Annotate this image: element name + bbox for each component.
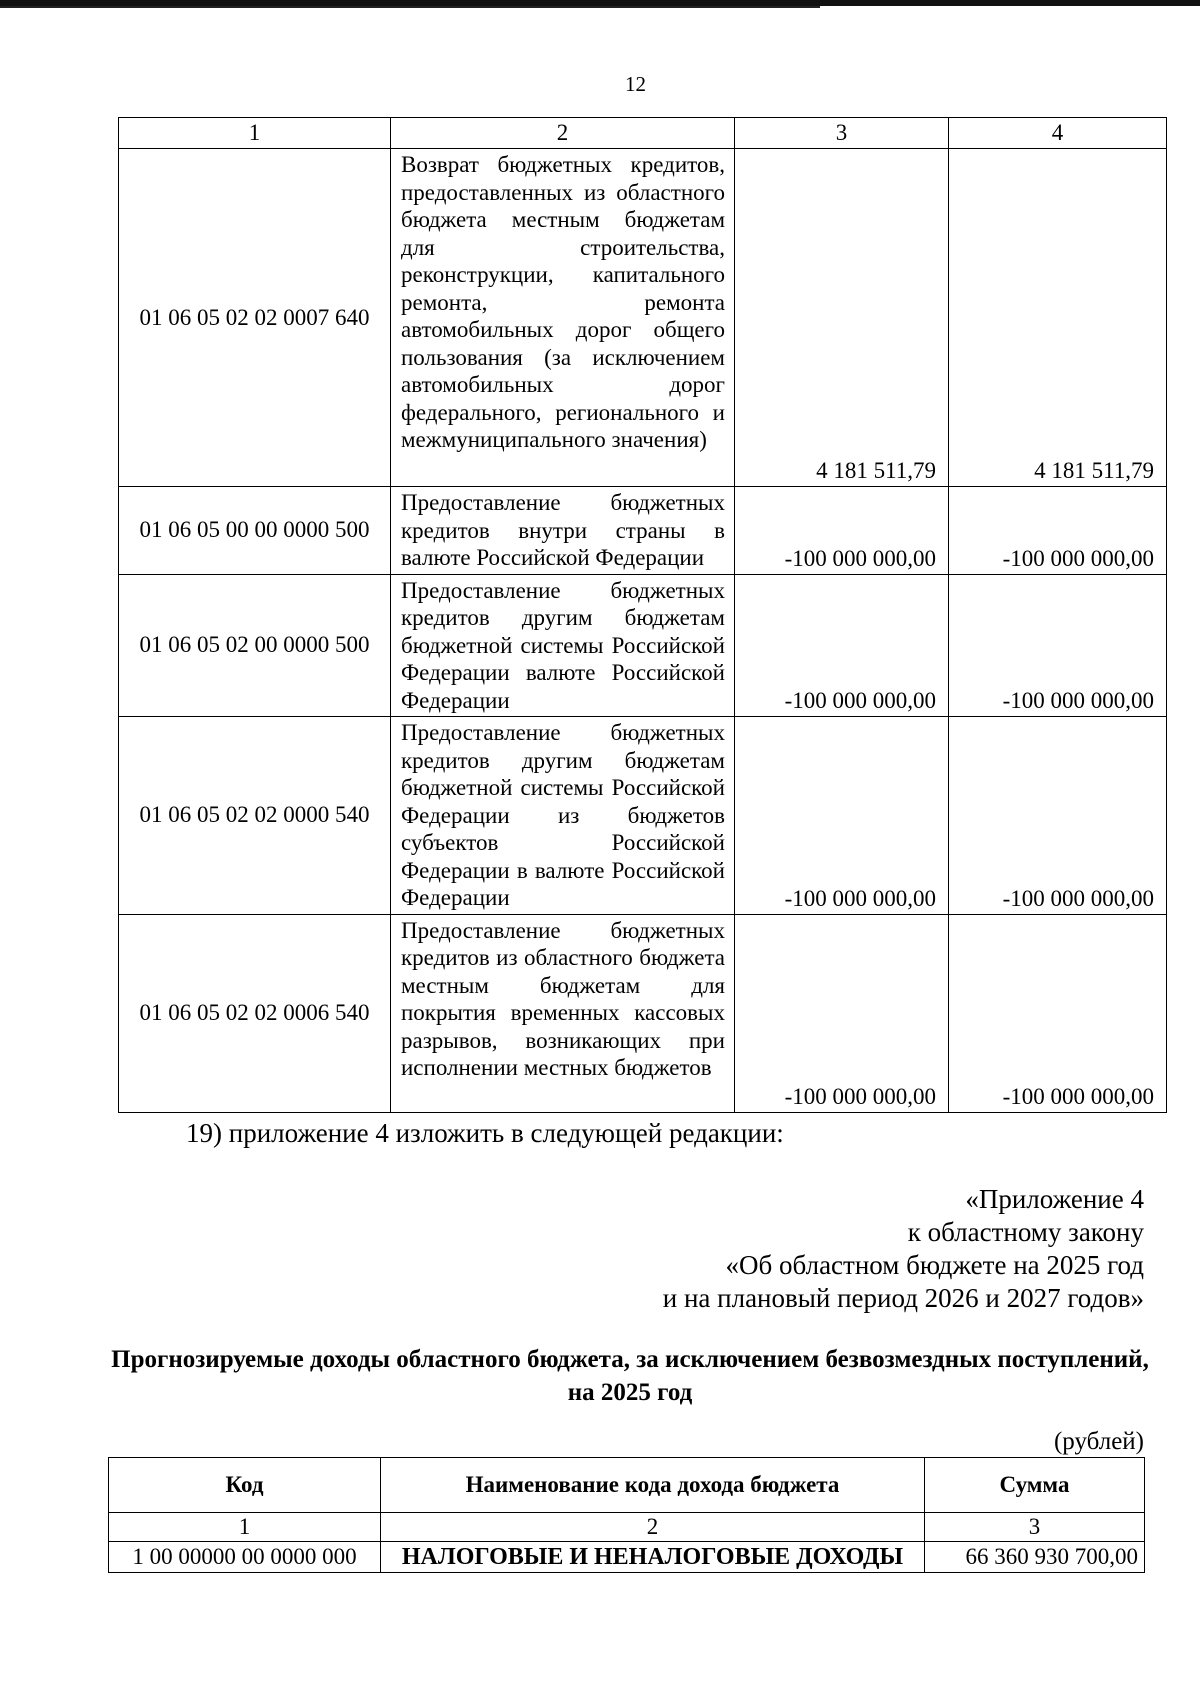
code-description: Предоставление бюджетных кредитов другим бюджетам бюджетной системы Российской Федерации из бюджетов субъектов Российской Федерации в валюте Российской Федерации xyxy=(391,717,735,915)
appendix-line: к областному закону xyxy=(907,1217,1144,1247)
amount-2026: 4 181 511,79 xyxy=(735,149,949,487)
budget-code: 01 06 05 02 02 0006 540 xyxy=(119,914,391,1112)
table-header-row xyxy=(119,118,1167,149)
appendix-line: «Приложение 4 xyxy=(965,1184,1144,1214)
amount-2026: -100 000 000,00 xyxy=(735,914,949,1112)
income-sum: 66 360 930 700,00 xyxy=(925,1542,1145,1573)
amount-2027: -100 000 000,00 xyxy=(949,487,1167,575)
amount-2027: -100 000 000,00 xyxy=(949,717,1167,915)
income-name: НАЛОГОВЫЕ И НЕНАЛОГОВЫЕ ДОХОДЫ xyxy=(381,1542,925,1573)
income-table xyxy=(108,1457,1145,1573)
budget-code: 01 06 05 00 00 0000 500 xyxy=(119,487,391,575)
appendix-heading xyxy=(663,1183,1144,1315)
financing-sources-table xyxy=(118,117,1167,1113)
amendment-paragraph: 19) приложение 4 изложить в следующей редакции: xyxy=(186,1118,784,1148)
table-row xyxy=(119,574,1167,717)
amount-2027: -100 000 000,00 xyxy=(949,574,1167,717)
income-code: 1 00 00000 00 0000 000 xyxy=(109,1542,381,1573)
income-table-title: Прогнозируемые доходы областного бюджета, за исключением безвозмездных поступлений, на 2025 год xyxy=(111,1346,1149,1406)
code-description: Возврат бюджетных кредитов, предоставленных из областного бюджета местным бюджетам для строительства, реконструкции, капитального ремонта, ремонта автомобильных дорог общего пользования (за исключением автомобильных дорог федерального, регионального и межмуниципального значения) xyxy=(391,149,735,487)
budget-code: 01 06 05 02 02 0000 540 xyxy=(119,717,391,915)
appendix-line: и на плановый период 2026 и 2027 годов» xyxy=(662,1283,1144,1313)
budget-code: 01 06 05 02 00 0000 500 xyxy=(119,574,391,717)
column-number-1: 1 xyxy=(119,118,391,149)
header-code: Код xyxy=(109,1458,381,1513)
code-description: Предоставление бюджетных кредитов другим бюджетам бюджетной системы Российской Федерации валюте Российской Федерации xyxy=(391,574,735,717)
amount-2026: -100 000 000,00 xyxy=(735,487,949,575)
income-header-row xyxy=(109,1458,1145,1513)
amount-2026: -100 000 000,00 xyxy=(735,717,949,915)
code-description: Предоставление бюджетных кредитов внутри страны в валюте Российской Федерации xyxy=(391,487,735,575)
header-sum: Сумма xyxy=(925,1458,1145,1513)
table-row xyxy=(119,717,1167,915)
unit-label: (рублей) xyxy=(1053,1428,1144,1455)
amount-2026: -100 000 000,00 xyxy=(735,574,949,717)
column-number-3: 3 xyxy=(925,1513,1145,1542)
column-number-2: 2 xyxy=(381,1513,925,1542)
scan-top-edge-shadow xyxy=(0,6,820,8)
income-column-numbers xyxy=(109,1513,1145,1542)
code-description: Предоставление бюджетных кредитов из областного бюджета местным бюджетам для покрытия временных кассовых разрывов, возникающих при исполнении местных бюджетов xyxy=(391,914,735,1112)
table-row xyxy=(119,487,1167,575)
column-number-2: 2 xyxy=(391,118,735,149)
table-row xyxy=(119,914,1167,1112)
table-row xyxy=(109,1542,1145,1573)
column-number-4: 4 xyxy=(949,118,1167,149)
page-number: 12 xyxy=(625,72,646,96)
table-row xyxy=(119,149,1167,487)
appendix-line: «Об областном бюджете на 2025 год xyxy=(725,1250,1144,1280)
column-number-3: 3 xyxy=(735,118,949,149)
header-name: Наименование кода дохода бюджета xyxy=(381,1458,925,1513)
budget-code: 01 06 05 02 02 0007 640 xyxy=(119,149,391,487)
amount-2027: 4 181 511,79 xyxy=(949,149,1167,487)
column-number-1: 1 xyxy=(109,1513,381,1542)
amount-2027: -100 000 000,00 xyxy=(949,914,1167,1112)
